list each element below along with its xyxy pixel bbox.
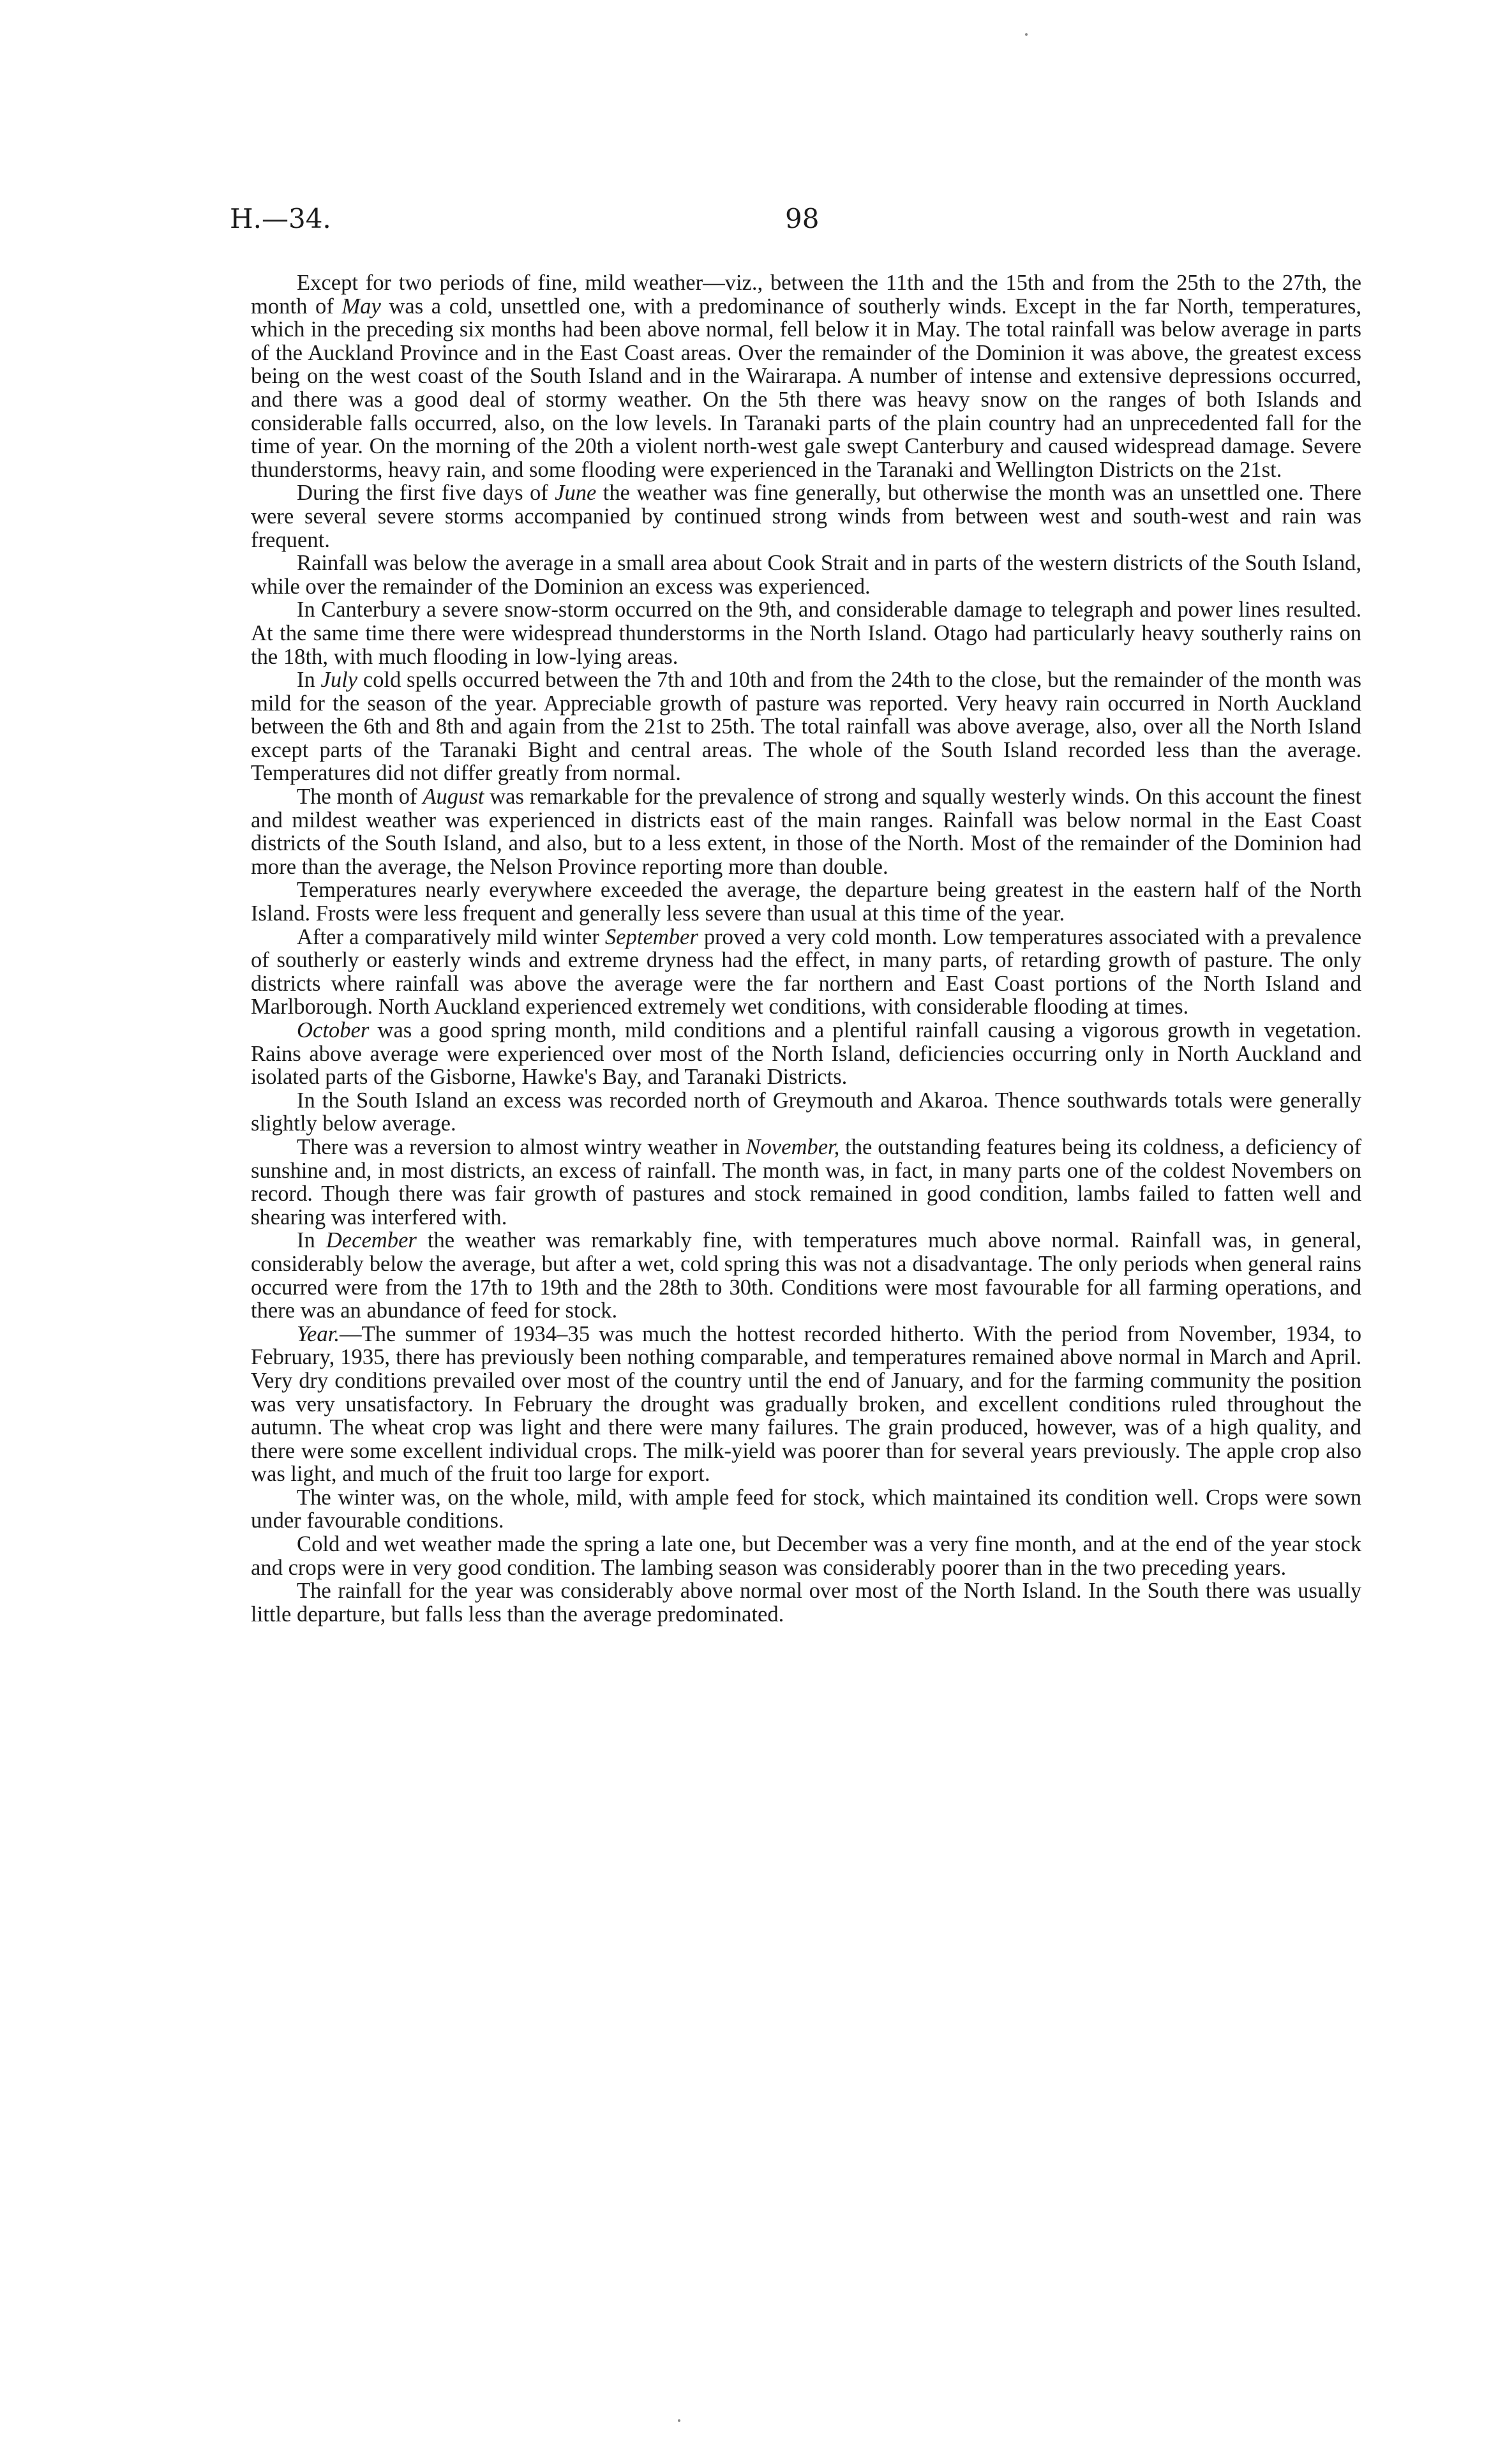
paragraph-october-south-island: In the South Island an excess was recorded north of Greymouth and Akaroa. Thence southwards totals were generally slightly below average. [251, 1088, 1361, 1136]
page-header [230, 203, 1366, 241]
paragraph-june: During the first five days of June the weather was fine generally, but otherwise the month was an unsettled one. There were several severe storms accompanied by continued strong winds from between west and south-west and rain was frequent. [251, 481, 1361, 552]
paragraph-october: October was a good spring month, mild conditions and a plentiful rainfall causing a vigorous growth in vegetation. Rains above average were experienced over most of the North Island, deficiencies occurring only in North Auckland and isolated parts of the Gisborne, Hawke's Bay, and Taranaki Districts. [251, 1018, 1361, 1090]
paragraph-june-rainfall: Rainfall was below the average in a small area about Cook Strait and in parts of the western districts of the South Island, while over the remainder of the Dominion an excess was experienced. [251, 551, 1361, 599]
paragraph-august-temperatures: Temperatures nearly everywhere exceeded the average, the departure being greatest in the eastern half of the North Island. Frosts were less frequent and generally less severe than usual at this time of the year. [251, 878, 1361, 926]
scan-speck [1025, 33, 1028, 36]
paragraph-august: The month of August was remarkable for the prevalence of strong and squally westerly winds. On this account the finest and mildest weather was experienced in districts east of the main ranges. Rainfall was below normal in the East Coast districts of the South Island, and also, but to a less extent, in those of the North. Most of the remainder of the Dominion had more than the average, the Nelson Province reporting more than double. [251, 785, 1361, 879]
paragraph-may: Except for two periods of fine, mild weather—viz., between the 11th and the 15th and from the 25th to the 27th, the month of May was a cold, unsettled one, with a predominance of southerly winds. Except in the far North, temperatures, which in the preceding six months had been above normal, fell below it in May. The total rainfall was below average in parts of the Auckland Province and in the East Coast areas. Over the remainder of the Dominion it was above, the greatest excess being on the west coast of the South Island and in the Wairarapa. A number of intense and extensive depressions occurred, and there was a good deal of stormy weather. On the 5th there was heavy snow on the ranges of both Islands and considerable falls occurred, also, on the low levels. In Taranaki parts of the plain country had an unprecedented fall for the time of year. On the morning of the 20th a violent north-west gale swept Canterbury and caused widespread damage. Severe thunderstorms, heavy rain, and some flooding were experienced in the Taranaki and Wellington Districts on the 21st. [251, 271, 1361, 482]
paragraph-canterbury-snow: In Canterbury a severe snow-storm occurred on the 9th, and considerable damage to telegraph and power lines resulted. At the same time there were widespread thunderstorms in the North Island. Otago had particularly heavy southerly rains on the 18th, with much flooding in low-lying areas. [251, 597, 1361, 669]
paragraph-spring: Cold and wet weather made the spring a late one, but December was a very fine month, and at the end of the year stock and crops were in very good condition. The lambing season was considerably poorer than in the two preceding years. [251, 1532, 1361, 1580]
paragraph-november: There was a reversion to almost wintry weather in November, the outstanding features being its coldness, a deficiency of sunshine and, in most districts, an excess of rainfall. The month was, in fact, in many parts one of the coldest Novembers on record. Though there was fair growth of pastures and stock remained in good condition, lambs failed to fatten well and shearing was interfered with. [251, 1134, 1361, 1229]
document-code: H.—34. [230, 203, 331, 234]
paragraph-annual-rainfall: The rainfall for the year was considerably above normal over most of the North Island. In the South there was usually little departure, but falls less than the average predominated. [251, 1579, 1361, 1626]
paragraph-winter: The winter was, on the whole, mild, with ample feed for stock, which maintained its condition well. Crops were sown under favourable conditions. [251, 1485, 1361, 1533]
paragraph-december: In December the weather was remarkably fine, with temperatures much above normal. Rainfall was, in general, considerably below the average, but after a wet, cold spring this was not a disadvantage. The only periods when general rains occurred were from the 17th to 19th and the 28th to 30th. Conditions were most favourable for all farming operations, and there was an abundance of feed for stock. [251, 1228, 1362, 1323]
scan-speck [678, 2419, 680, 2422]
paragraph-september: After a comparatively mild winter September proved a very cold month. Low temperatures associated with a prevalence of southerly or easterly winds and extreme dryness had the effect, in many parts, of retarding growth of pasture. The only districts where rainfall was above the average were the far northern and East Coast portions of the North Island and Marlborough. North Auckland experienced extremely wet conditions, with considerable flooding at times. [251, 924, 1361, 1019]
page-number: 98 [785, 203, 820, 234]
body-text [251, 271, 1361, 1626]
paragraph-year: Year.—The summer of 1934–35 was much the hottest recorded hitherto. With the period from November, 1934, to February, 1935, there has previously been nothing comparable, and temperatures remained above normal in March and April. Very dry conditions prevailed over most of the country until the end of January, and for the farming community the position was very unsatisfactory. In February the drought was gradually broken, and excellent conditions ruled throughout the autumn. The wheat crop was light and there were many failures. The grain produced, however, was of a high quality, and there were some excellent individual crops. The milk-yield was poorer than for several years previously. The apple crop also was light, and much of the fruit too large for export. [251, 1321, 1361, 1487]
paragraph-july: In July cold spells occurred between the 7th and 10th and from the 24th to the close, but the remainder of the month was mild for the season of the year. Appreciable growth of pasture was reported. Very heavy rain occurred in North Auckland between the 6th and 8th and again from the 21st to 25th. The total rainfall was above average, also, over all the North Island except parts of the Taranaki Bight and central areas. The whole of the South Island recorded less than the average. Temperatures did not differ greatly from normal. [251, 668, 1361, 786]
